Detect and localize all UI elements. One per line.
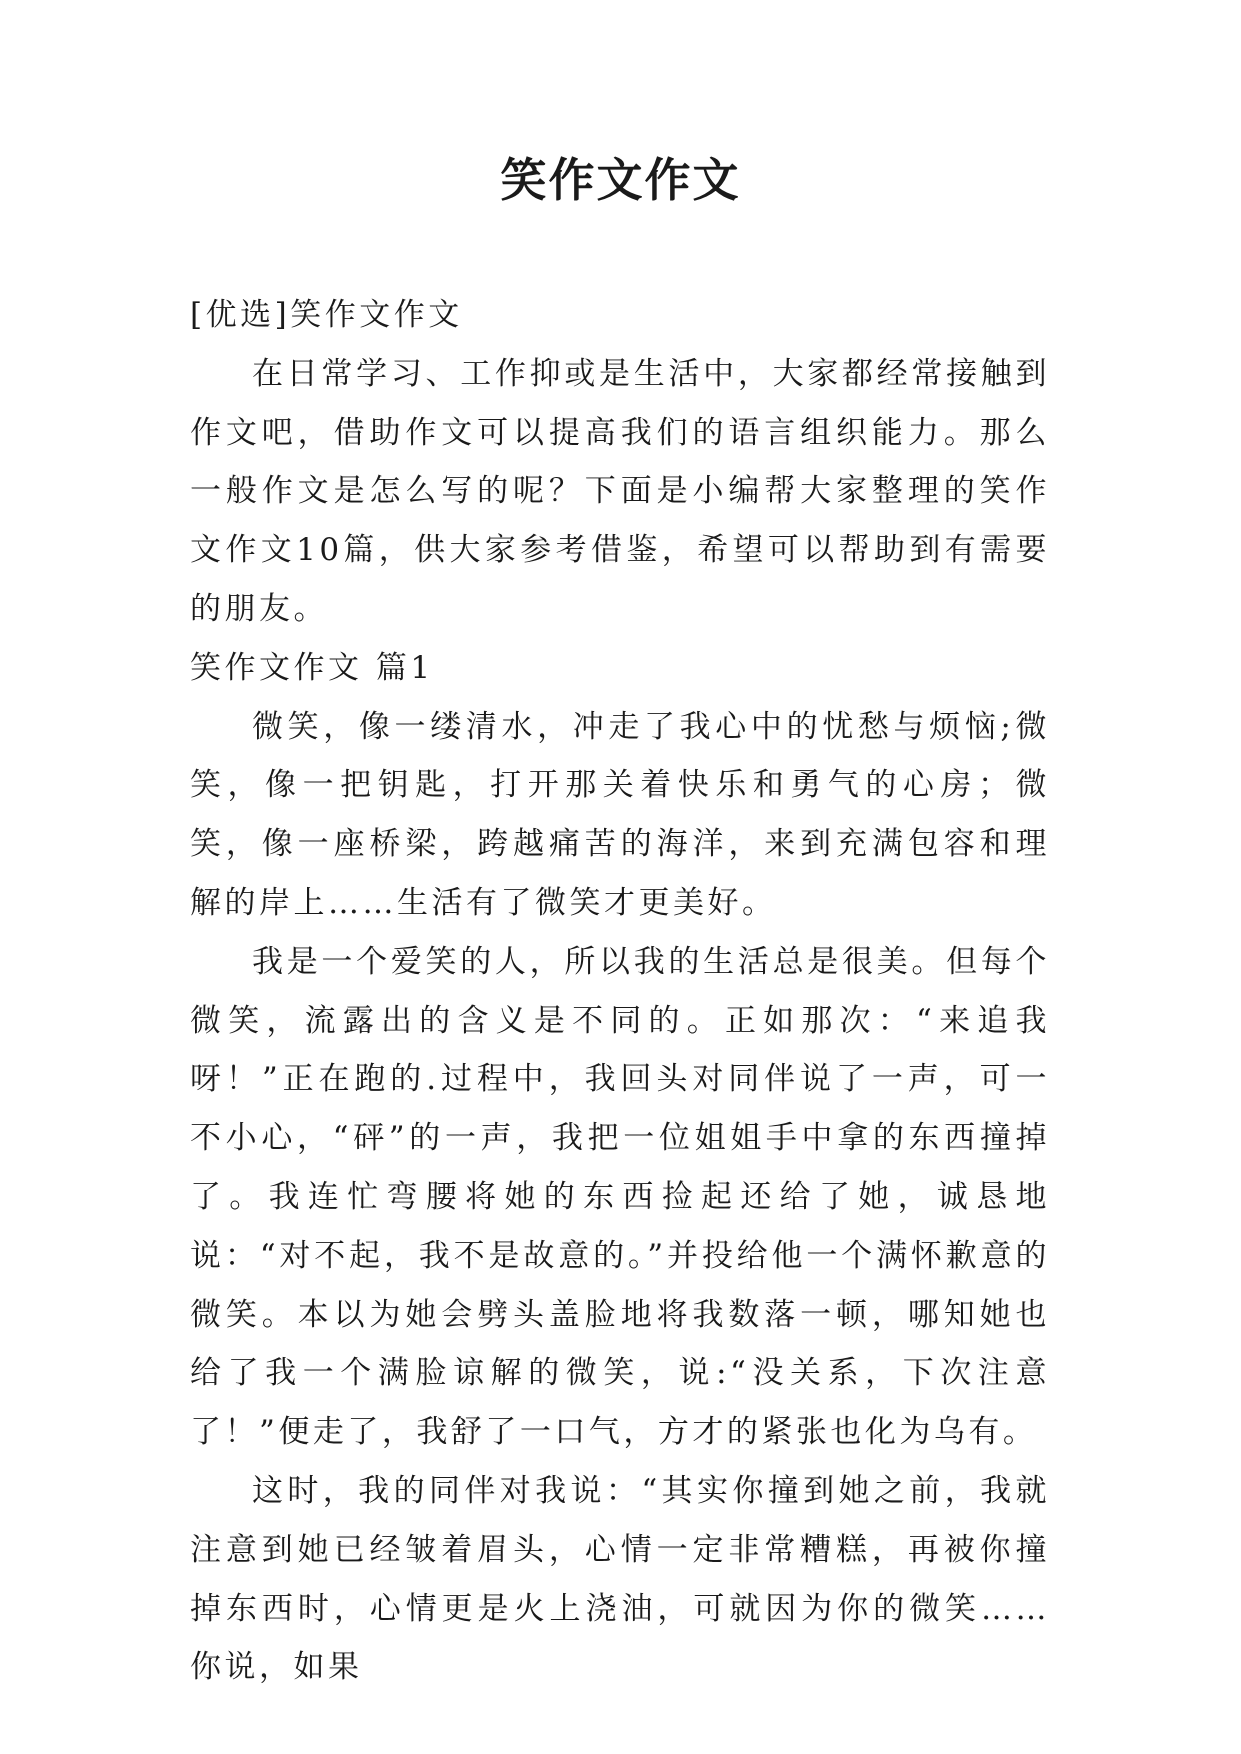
document-title: 笑作文作文 [500, 153, 741, 207]
section-heading: 笑作文作文 篇1 [190, 649, 434, 686]
body-paragraph: 这时，我的同伴对我说：“其实你撞到她之前，我就注意到她已经皱着眉头，心情一定非常糟糕，再被你撞掉东西时，心情更是火上浇油，可就因为你的微笑……你说，如果 [190, 1472, 1050, 1686]
body-paragraph: 微笑，像一缕清水，冲走了我心中的忧愁与烦恼;微笑，像一把钥匙，打开那关着快乐和勇气的心房；微笑，像一座桥梁，跨越痛苦的海洋，来到充满包容和理解的岸上……生活有了微笑才更美好。 [190, 708, 1050, 921]
document-subtitle: [优选]笑作文作文 [190, 297, 463, 333]
body-paragraph: 我是一个爱笑的人，所以我的生活总是很美。但每个微笑，流露出的含义是不同的。正如那次：“来追我呀！”正在跑的.过程中，我回头对同伴说了一声，可一不小心，“砰”的一声，我把一位姐姐手中拿的东西撞掉了。我连忙弯腰将她的东西捡起还给了她，诚恳地说：“对不起，我不是故意的。”并投给他一个满怀歉意的微笑。本以为她会劈头盖脸地将我数落一顿，哪知她也给了我一个满脸谅解的微笑，说:“没关系，下次注意了！”便走了，我舒了一口气，方才的紧张也化为乌有。 [190, 943, 1050, 1451]
intro-paragraph: 在日常学习、工作抑或是生活中，大家都经常接触到作文吧，借助作文可以提高我们的语言组织能力。那么一般作文是怎么写的呢？下面是小编帮大家整理的笑作文作文10篇，供大家参考借鉴，希望可以帮助到有需要的朋友。 [190, 355, 1050, 627]
document-body [190, 286, 1050, 1697]
